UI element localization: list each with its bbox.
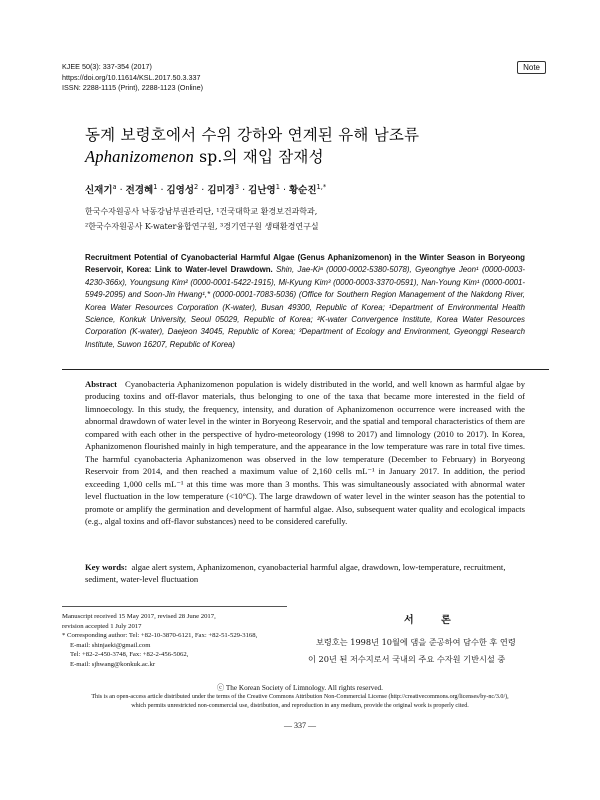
affiliations-korean	[85, 205, 319, 234]
english-header	[85, 252, 525, 351]
english-authors-affiliations: Shin, Jae-Kiᵃ (0000-0002-5380-5078), Gyeonghye Jeon¹ (0000-0003-4230-366x), Youngsung Kim² (0000-0001-5422-1915), Mi-Kyung Kim³ (0000-0003-3370-0591), Nan-Young Kim¹ (0000-0001-5949-2095) and Soon-Jin Hwang¹,* (0000-0001-7083-5036) (Office for Southern Region Management of the Nakdong River, Korea Water Resources Corporation (K-water), Busan 49300, Republic of Korea; ¹Department of Environmental Health Science, Konkuk University, Seoul 05029, Republic of Korea; ²K-water Convergence Institute, Korea Water Resources Corporation (K-water), Daejeon 34045, Republic of Korea; ³Department of Ecology and Environment, Gyeonggi Research Institute, Suwon 16207, Republic of Korea)	[85, 265, 525, 349]
keywords-text: algae alert system, Aphanizomenon, cyanobacterial harmful algae, drawdown, low-temperature, recruitment, sediment, water-level fluctuation	[85, 562, 506, 585]
email-2[interactable]: E-mail: sjhwang@konkuk.ac.kr	[70, 660, 156, 668]
author-name: 김영성	[166, 185, 195, 196]
journal-issn: ISSN: 2288-1115 (Print), 2288-1123 (Online)	[62, 83, 204, 92]
journal-citation: KJEE 50(3): 337-354 (2017)	[62, 62, 152, 71]
abstract	[85, 378, 525, 527]
author-name: 김미경	[207, 185, 235, 196]
title-line-2	[85, 146, 419, 168]
license-line-1: This is an open-access article distributed under the terms of the Creative Commons Attribution Non-Commercial License (http://creativecommons.org/licenses/by-nc/3.0/),	[91, 694, 509, 700]
license-line-2: which permits unrestricted non-commercial use, distribution, and reproduction in any medium, provide the original work is properly cited.	[131, 702, 469, 709]
copyright: ⓒ The Korean Society of Limnology. All rights reserved.	[217, 684, 383, 692]
author-separator: ·	[279, 185, 289, 196]
title-line-2-rest: sp.의 재입 잠재성	[193, 148, 324, 166]
corresponding-author: * Corresponding author: Tel: +82-10-3870-6121, Fax: +82-51-529-3168,	[62, 632, 258, 640]
title-korean	[85, 124, 419, 168]
page-number: — 337 —	[284, 721, 316, 730]
author-name: 신재기	[85, 185, 113, 196]
journal-header	[62, 62, 203, 94]
authors-korean	[85, 182, 326, 196]
journal-doi[interactable]: https://doi.org/10.11614/KSL.2017.50.3.337	[62, 72, 201, 82]
affiliation-line-2: ²한국수자원공사 K-water융합연구원, ³경기연구원 생태환경연구실	[85, 221, 319, 231]
author-name: 황순진	[288, 185, 317, 196]
author-name: 전경혜	[125, 185, 154, 196]
abstract-text: Cyanobacteria Aphanizomenon population is widely distributed in the world, and well known as harmful algae by producing toxins and off-flavor materials, thus belonging to one of the taxa that became more interested in the field of limnoecology. In this study, the frequency, intensity, and duration of Aphanizomenon occurrence were increased with the abnormal drawdown of water level in the winter in Boryeong Reservoir, and the spatial and temporal characteristics of them are compared with each other in the perspective of hydro-meteorology (1998 to 2017) and limnology (2010 to 2017). In Korea, Aphanizomenon flourished mainly in high temperature, and the appearance in the low temperature was rare in total five times. The harmful cyanobacteria Aphanizomenon was observed in the low temperature (December to February) in Boryeong Reservoir from 2014, and then reached a maximum value of 2,160 cells mL⁻¹ in January 2017. In addition, the period exceeding 1,000 cells mL⁻¹ at this time was more than 3 months. This was simultaneously associated with abnormal water level fluctuation in the low temperature (<10°C). The large drawdown of water level in the winter season has the potential to promote or amplify the germination and development of harmful algae. Also, subsequent water quality and ecological impacts (e.g., algal toxins and off-flavor substances) need to be considered carefully.	[85, 379, 525, 526]
author-affiliation-mark: 1,*	[316, 182, 327, 191]
intro-heading: 서 론	[404, 615, 463, 626]
author-separator: ·	[157, 185, 167, 196]
manuscript-footnote	[62, 612, 297, 670]
license-block	[40, 683, 560, 711]
affiliation-line-1: 한국수자원공사 낙동강남부권관리단, ¹건국대학교 환경보건과학과,	[85, 207, 318, 216]
author-affiliation-mark: 1	[153, 182, 158, 191]
keywords	[85, 561, 525, 586]
author-separator: ·	[239, 185, 249, 196]
article-type-badge: Note	[517, 61, 546, 74]
author-affiliation-mark: 3	[234, 182, 240, 191]
author-name: 김난영	[248, 185, 276, 196]
intro-line-1: 보령호는 1998년 10월에 댐을 준공하여 담수한 후 연령	[316, 637, 516, 647]
abstract-top-rule	[62, 369, 549, 370]
author-affiliation-mark: 1	[275, 182, 280, 191]
abstract-label: Abstract	[85, 379, 117, 389]
author-affiliation-mark: a	[112, 182, 117, 191]
accepted-date: revision accepted 1 July 2017	[62, 622, 142, 630]
author-separator: ·	[116, 185, 126, 196]
author-affiliation-mark: 2	[194, 182, 199, 191]
english-title: Recruitment Potential of Cyanobacterial Harmful Algae (Genus Aphanizomenon) in the Winter Season in Boryeong Reservoir, Korea: Link to Water-level Drawdown.	[85, 253, 525, 275]
intro-line-2: 이 20년 된 저수지로서 국내의 주요 수자원 기반시설 중	[308, 654, 506, 664]
title-line-1: 동계 보령호에서 수위 강하와 연계된 유해 남조류	[85, 126, 420, 144]
title-genus: Aphanizomenon	[85, 147, 194, 166]
tel-2: Tel: +82-2-450-3748, Fax: +82-2-456-5062,	[70, 651, 189, 659]
footnote-rule	[62, 606, 287, 607]
author-separator: ·	[198, 185, 208, 196]
intro-body	[308, 634, 553, 668]
keywords-label: Key words:	[85, 562, 128, 572]
received-date: Manuscript received 15 May 2017, revised 28 June 2017,	[62, 613, 216, 620]
email-1[interactable]: E-mail: shinjaeki@gmail.com	[70, 641, 151, 649]
